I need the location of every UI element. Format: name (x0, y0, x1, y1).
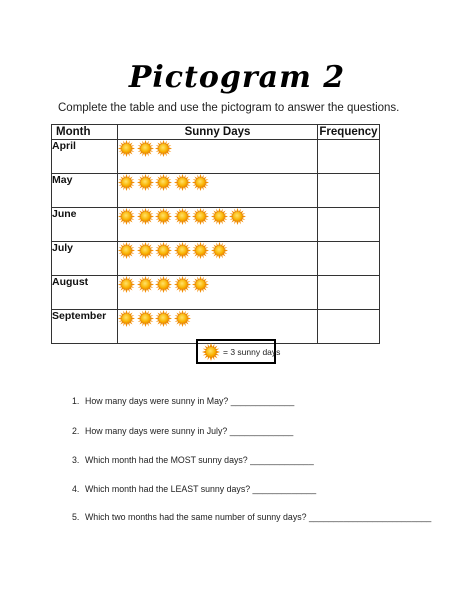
sun-icon (174, 310, 191, 327)
sun-icon (137, 242, 154, 259)
sun-icon (174, 276, 191, 293)
key-text: = 3 sunny days (223, 347, 281, 357)
table-row (52, 174, 380, 208)
sun-icon (155, 140, 172, 157)
question-number: 1. (72, 396, 80, 406)
sun-icon (137, 208, 154, 225)
sunny-days-cell (118, 276, 318, 310)
table-header-row (52, 125, 380, 140)
sun-icon (118, 276, 135, 293)
sun-icon (174, 208, 191, 225)
sun-icon (202, 343, 220, 361)
pictogram-key (196, 339, 281, 364)
header-frequency: Frequency (319, 126, 378, 138)
sun-icon (118, 242, 135, 259)
sun-icon (137, 140, 154, 157)
sun-icon (211, 208, 228, 225)
sun-icon (118, 208, 135, 225)
month-cell: June (52, 208, 118, 242)
question-text[interactable]: How many days were sunny in May? _____________ (85, 396, 295, 406)
sun-icon (192, 208, 209, 225)
month-cell: July (52, 242, 118, 276)
frequency-input-cell[interactable] (318, 242, 380, 276)
question-item (72, 512, 431, 522)
question-number: 5. (72, 512, 80, 522)
table-row (52, 140, 380, 174)
sun-icon (192, 242, 209, 259)
month-cell: September (52, 310, 118, 344)
instructions-text: Complete the table and use the pictogram to answer the questions. (58, 102, 400, 114)
question-item (72, 396, 294, 406)
month-cell: April (52, 140, 118, 174)
frequency-input-cell[interactable] (318, 208, 380, 242)
sun-icon (118, 174, 135, 191)
sun-icon (155, 310, 172, 327)
sun-icon (118, 310, 135, 327)
sun-icon (174, 242, 191, 259)
question-text[interactable]: How many days were sunny in July? _____________ (85, 426, 294, 436)
question-item (72, 455, 314, 465)
table-row (52, 208, 380, 242)
header-sunny-days: Sunny Days (118, 125, 318, 140)
frequency-input-cell[interactable] (318, 140, 380, 174)
sun-icon (155, 174, 172, 191)
sun-icon (137, 276, 154, 293)
header-month: Month (52, 125, 118, 140)
sun-icon (174, 174, 191, 191)
table-row (52, 242, 380, 276)
sun-icon (137, 310, 154, 327)
sun-icon (155, 242, 172, 259)
sun-icon (192, 174, 209, 191)
month-cell: August (52, 276, 118, 310)
question-item (72, 426, 293, 436)
sun-icon (192, 276, 209, 293)
sun-icon (229, 208, 246, 225)
frequency-input-cell[interactable] (318, 174, 380, 208)
question-text[interactable]: Which month had the LEAST sunny days? _____________ (85, 484, 317, 494)
question-number: 3. (72, 455, 80, 465)
sunny-days-cell (118, 208, 318, 242)
question-text[interactable]: Which two months had the same number of sunny days? _________________________ (85, 512, 432, 522)
sun-icon (137, 174, 154, 191)
month-cell: May (52, 174, 118, 208)
table-row (52, 276, 380, 310)
sun-icon (211, 242, 228, 259)
pictogram-table (51, 124, 380, 344)
sunny-days-cell (118, 242, 318, 276)
sun-icon (155, 276, 172, 293)
sunny-days-cell (118, 140, 318, 174)
question-item (72, 484, 316, 494)
sunny-days-cell (118, 174, 318, 208)
sun-icon (118, 140, 135, 157)
frequency-input-cell[interactable] (318, 310, 380, 344)
frequency-input-cell[interactable] (318, 276, 380, 310)
question-number: 2. (72, 426, 80, 436)
question-number: 4. (72, 484, 80, 494)
sun-icon (155, 208, 172, 225)
question-text[interactable]: Which month had the MOST sunny days? _____________ (85, 455, 314, 465)
page-title: Pictogram 2 (128, 60, 346, 95)
